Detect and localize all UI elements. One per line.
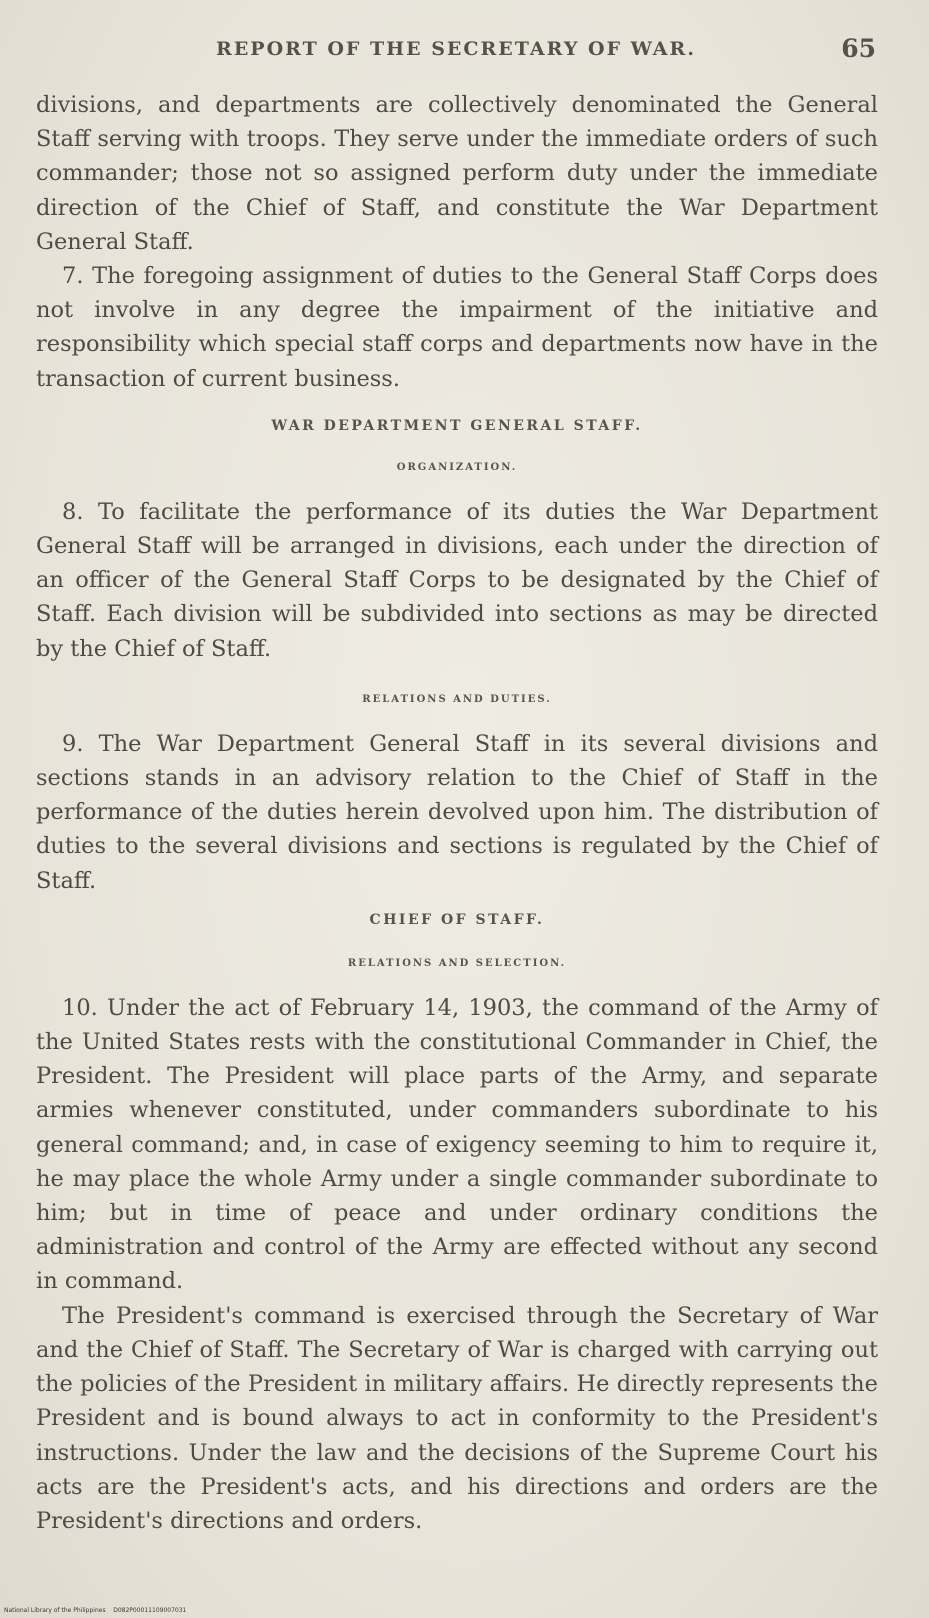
- paragraph-presidents-command: The President's command is exercised through the Secretary of War and the Chief of Staff. The Secretary of War is charged with carrying out the policies of the President in military affairs. He directly represents the President and is bound always to act in conformity to the President's instructions. Under the law and the decisions of the Supreme Court his acts are the President's acts, and his directions and orders are the President's directions and orders.: [36, 1302, 878, 1534]
- heading-chief-of-staff: CHIEF OF STAFF.: [369, 911, 545, 928]
- paragraph-10: 10. Under the act of February 14, 1903, the command of the Army of the United States rests with the constitutional Commander in Chief, the President. The President will place parts of the Army, and separate armies whenever constituted, under commanders subordinate to his general command; and, in case of exigency seeming to him to require it, he may place the whole Army under a single commander subordinate to him; but in time of peace and under ordinary conditions the administration and control of the Army are effected without any second in command.: [36, 994, 878, 1295]
- page-header: [36, 34, 876, 68]
- paragraph-9: 9. The War Department General Staff in its several divisions and sections stands in an advisory relation to the Chief of Staff in the performance of the duties herein devolved upon him. The distribution of duties to the several divisions and sections is regulated by the Chief of Staff.: [36, 730, 878, 894]
- paragraph-7: 7. The foregoing assignment of duties to the General Staff Corps does not involve in any degree the impairment of the initiative and responsibility which special staff corps and departments now have in the transaction of current business.: [36, 263, 878, 392]
- heading-relations-and-selection: RELATIONS AND SELECTION.: [347, 957, 567, 969]
- paragraph-8: 8. To facilitate the performance of its duties the War Department General Staff will be arranged in divisions, each under the direction of an officer of the General Staff Corps to be designated by the Chief of Staff. Each division will be subdivided into sections as may be directed by the Chief of Staff.: [36, 498, 878, 662]
- page-number: 65: [841, 34, 876, 63]
- paragraph-continuation: divisions, and departments are collectively denominated the General Staff serving with troops. They serve under the immediate orders of such commander; those not so assigned perform duty under the immediate direction of the Chief of Staff, and constitute the War Department General Staff.: [36, 92, 878, 255]
- heading-organization: ORGANIZATION.: [396, 461, 518, 473]
- running-head: REPORT OF THE SECRETARY OF WAR.: [216, 38, 696, 60]
- heading-relations-and-duties: RELATIONS AND DUTIES.: [362, 693, 552, 705]
- footer-attribution: National Library of the Philippines: [4, 1607, 106, 1614]
- heading-war-department-general-staff: WAR DEPARTMENT GENERAL STAFF.: [271, 417, 643, 434]
- scan-footer: [4, 1607, 186, 1614]
- body-text: [36, 88, 878, 1538]
- footer-identifier: D082P00011109007031: [113, 1607, 187, 1614]
